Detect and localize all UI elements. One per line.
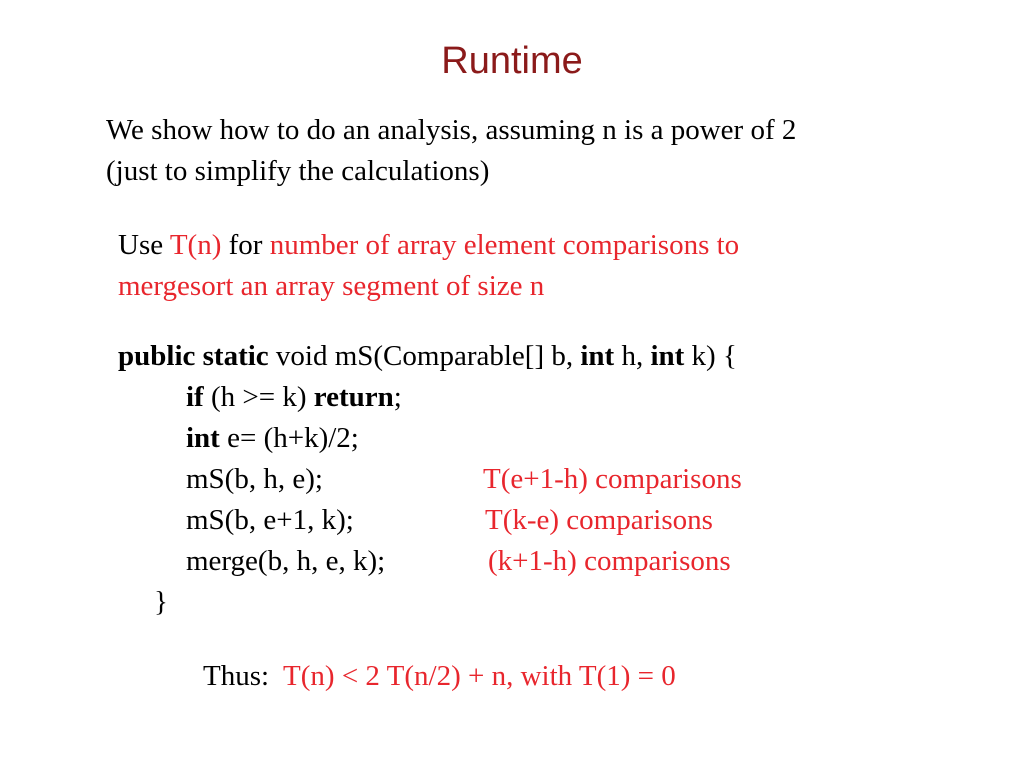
if-semicolon: ; xyxy=(393,381,402,413)
code-merge-line xyxy=(118,541,998,582)
definition-desc-1: number of array element comparisons to xyxy=(269,229,740,261)
definition-paragraph xyxy=(118,225,938,307)
conclusion-line xyxy=(203,656,676,697)
merge-comment: (k+1-h) comparisons xyxy=(488,545,731,577)
code-block xyxy=(118,336,998,623)
slide-title: Runtime xyxy=(441,40,583,82)
ms-right-comment: T(k-e) comparisons xyxy=(485,504,713,536)
intro-paragraph xyxy=(106,110,966,192)
code-ms-left-line xyxy=(118,459,998,500)
intro-line-1: We show how to do an analysis, assuming n is a power of 2 xyxy=(106,114,797,146)
use-word: Use xyxy=(118,229,164,261)
code-int-line xyxy=(118,418,998,459)
kw-if: if xyxy=(186,381,204,413)
recurrence-formula: T(n) < 2 T(n/2) + n, with T(1) = 0 xyxy=(283,660,676,692)
sig-part-2: h, xyxy=(614,340,651,372)
definition-line-1 xyxy=(118,225,938,266)
code-if-line xyxy=(118,377,998,418)
kw-return: return xyxy=(313,381,394,413)
merge-call: merge(b, h, e, k); xyxy=(186,545,386,577)
kw-public-static: public static xyxy=(118,340,269,372)
code-signature-line xyxy=(118,336,998,377)
code-ms-right-line xyxy=(118,500,998,541)
thus-label: Thus: xyxy=(203,660,270,692)
intro-line-2: (just to simplify the calculations) xyxy=(106,155,490,187)
sig-part-3: k) { xyxy=(684,340,737,372)
kw-int-2: int xyxy=(650,340,685,372)
kw-int-3: int xyxy=(186,422,220,454)
ms-left-comment: T(e+1-h) comparisons xyxy=(483,463,742,495)
if-condition: (h >= k) xyxy=(203,381,314,413)
sig-part-1: void mS(Comparable[] b, xyxy=(268,340,581,372)
kw-int-1: int xyxy=(580,340,615,372)
ms-right-call: mS(b, e+1, k); xyxy=(186,504,354,536)
for-word: for xyxy=(228,229,263,261)
code-close-brace: } xyxy=(154,586,168,618)
int-assignment: e= (h+k)/2; xyxy=(219,422,359,454)
definition-desc-2: mergesort an array segment of size n xyxy=(118,270,545,302)
tn-symbol: T(n) xyxy=(169,229,222,261)
ms-left-call: mS(b, h, e); xyxy=(186,463,323,495)
